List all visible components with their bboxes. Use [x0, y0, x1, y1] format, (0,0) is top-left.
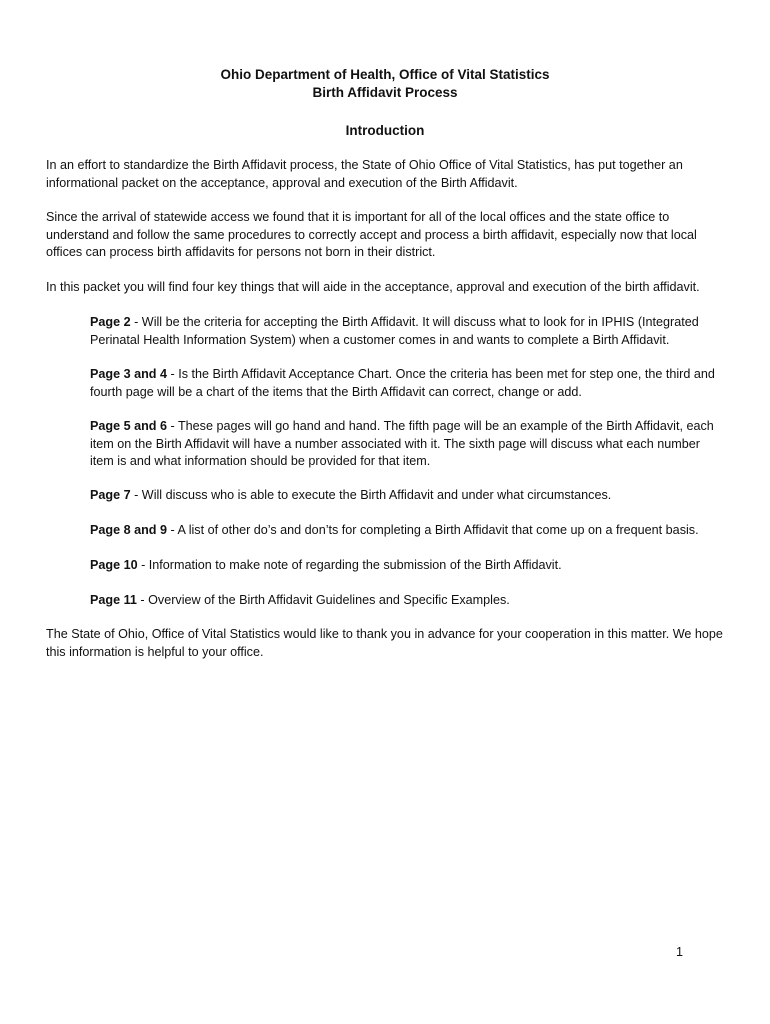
packet-item-label: Page 8 and 9	[90, 523, 167, 537]
packet-item-text: - Overview of the Birth Affidavit Guidelines and Specific Examples.	[136, 593, 510, 607]
section-heading: Introduction	[345, 123, 425, 138]
packet-item-page-10	[90, 557, 726, 575]
packet-item-page-8-9	[90, 522, 726, 540]
packet-item-label: Page 11	[90, 593, 137, 607]
intro-paragraph-3: In this packet you will find four key things that will aide in the acceptance, approval and execution of the birth affidavit.	[46, 280, 700, 294]
packet-item-page-7	[90, 487, 726, 505]
packet-item-page-2	[90, 314, 726, 349]
packet-item-page-5-6	[90, 418, 726, 471]
organization-title: Ohio Department of Health, Office of Vital Statistics	[220, 67, 550, 82]
packet-item-label: Page 7	[90, 488, 131, 502]
packet-item-text: - A list of other do’s and don’ts for completing a Birth Affidavit that come up on a frequent basis.	[167, 523, 699, 537]
page-number: 1	[676, 945, 684, 959]
intro-paragraph-2: Since the arrival of statewide access we found that it is important for all of the local offices and the state office to understand and follow the same procedures to correctly accept and process a birth affidavit, especially now that local offices can process birth affidavits for persons not born in their district.	[46, 210, 697, 259]
closing-paragraph: The State of Ohio, Office of Vital Statistics would like to thank you in advance for your cooperation in this matter. We hope this information is helpful to your office.	[46, 627, 723, 659]
packet-item-page-3-4	[90, 366, 726, 401]
packet-item-label: Page 10	[90, 558, 138, 572]
packet-item-text: - Will discuss who is able to execute the Birth Affidavit and under what circumstances.	[130, 488, 612, 502]
packet-item-label: Page 2	[90, 315, 131, 329]
packet-item-text: - Is the Birth Affidavit Acceptance Chart. Once the criteria has been met for step one, the third and fourth page will be a chart of the items that the Birth Affidavit can correct, change or add.	[90, 367, 715, 399]
packet-item-page-11	[90, 592, 726, 610]
packet-item-label: Page 5 and 6	[90, 419, 167, 433]
intro-paragraph-1: In an effort to standardize the Birth Affidavit process, the State of Ohio Office of Vital Statistics, has put together an informational packet on the acceptance, approval and execution of the Birth Affidavit.	[46, 158, 683, 190]
packet-item-text: - Information to make note of regarding the submission of the Birth Affidavit.	[137, 558, 562, 572]
process-title: Birth Affidavit Process	[312, 85, 458, 100]
packet-item-text: - Will be the criteria for accepting the Birth Affidavit. It will discuss what to look for in IPHIS (Integrated Perinatal Health Information System) when a customer comes in and wants to complete a Birth Affidavit.	[90, 315, 699, 347]
packet-item-label: Page 3 and 4	[90, 367, 167, 381]
packet-item-text: - These pages will go hand and hand. The fifth page will be an example of the Birth Affidavit, each item on the Birth Affidavit will have a number associated with it. The sixth page will discuss what each number item is and what information should be provided for that item.	[90, 419, 714, 468]
